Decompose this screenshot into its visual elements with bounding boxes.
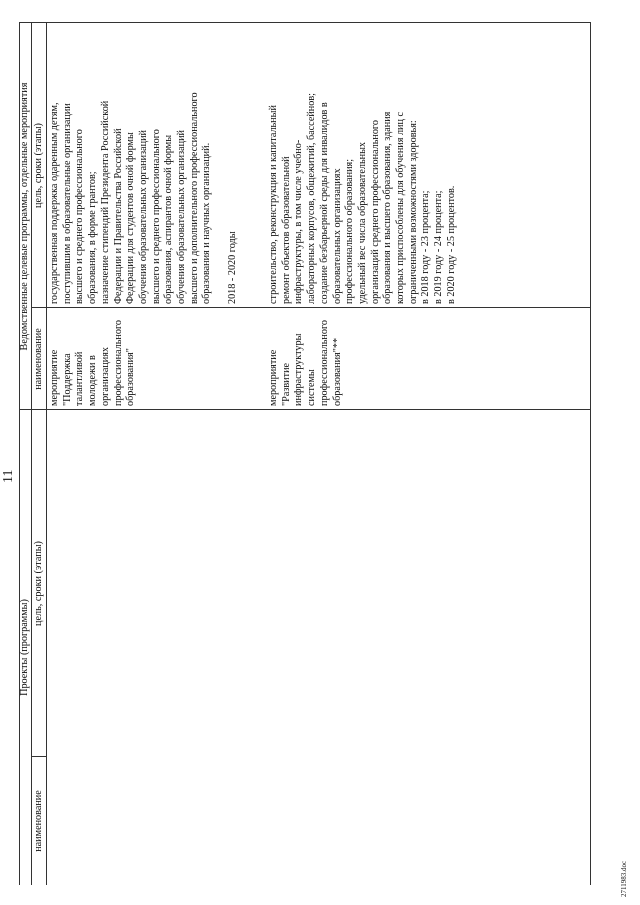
- measure-goal-infrastructure: строительство, реконструкция и капитальный ремонт объектов образовательной инфраструктуры, в том числе учебно- лабораторных корпусов, общежитий, бассейнов; создание безбарьерной среды для инвалидов в образовательных организациях профессионального образования; удельный вес числа образовательных организаций среднего профессионального образования и высшего образования, здания которых приспособлены для обучения лиц с ограниченными возможностями здоровья: в 2018 году - 23 процента; в 2019 году - 24 процента; в 2020 году - 25 процентов.: [268, 93, 457, 304]
- projects-group-header: Проекты (программы): [19, 599, 30, 696]
- projects-goal-column-header: цель, сроки (этапы): [33, 541, 44, 626]
- departmental-goal-column-header: цель, сроки (этапы): [33, 123, 44, 208]
- departmental-name-column-header: наименование: [33, 328, 44, 390]
- measure-name-talented-youth: мероприятие "Поддержка талантливой молодежи в организациях профессионального образования": [49, 320, 137, 406]
- group-separator: [19, 409, 591, 410]
- page-number: 11: [1, 469, 16, 483]
- table-right-border: [19, 22, 591, 23]
- departmental-column-separator: [31, 307, 591, 308]
- projects-name-column-header: наименование: [33, 790, 44, 852]
- file-label: 2711983.doc: [620, 860, 628, 897]
- departmental-group-header: Ведомственные целевые программы, отдельные мероприятия: [19, 82, 30, 351]
- measure-name-infrastructure: мероприятие "Развитие инфраструктуры системы профессионального образования"**: [268, 320, 343, 406]
- table-bottom-border: [590, 23, 591, 885]
- measure-goal-talented-youth: государственная поддержка одаренным детям, поступившим в образовательные организации высшего и среднего профессионального образования, в форме грантов; назначение стипендий Президента Российской Федерации и Правительства Российской Федерации для студентов очной формы обучения образовательных организаций высшего и среднего профессионального образования, аспирантов очной формы обучения образовательных организаций высшего и дополнительного профессионального образования и научных организаций. 2018 - 2020 годы: [49, 92, 238, 304]
